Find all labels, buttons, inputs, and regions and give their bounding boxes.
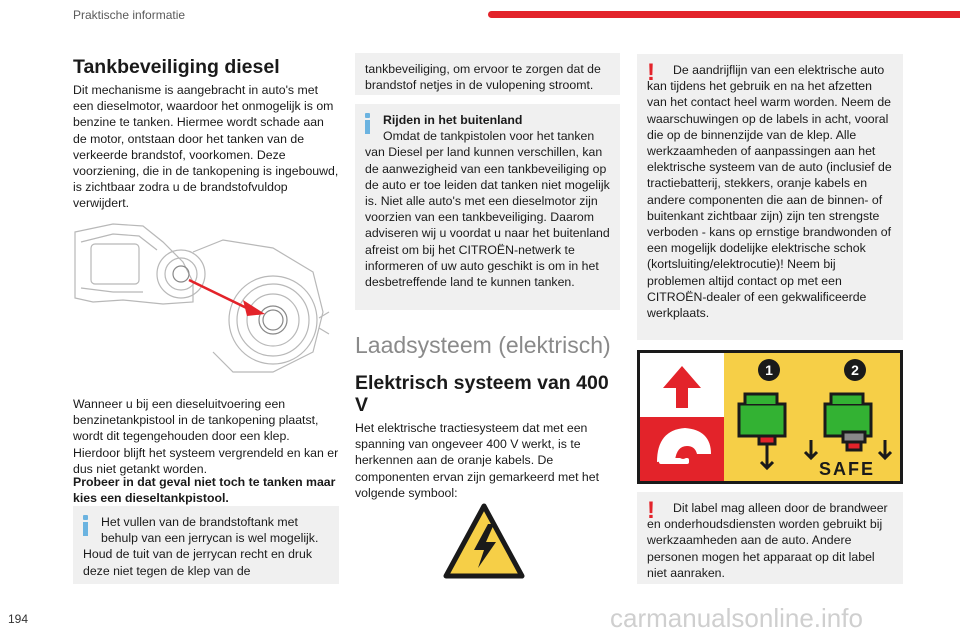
header-accent-bar bbox=[488, 11, 960, 18]
warning-exclamation-icon: ! bbox=[647, 497, 655, 524]
watermark: carmanualsonline.info bbox=[610, 603, 863, 633]
firefighter-safe-label bbox=[637, 350, 903, 484]
info-box-abroad-title: Rijden in het buitenland bbox=[383, 113, 523, 127]
body-paragraph: Wanneer u bij een dieseluitvoering een benzinetankpistool in de tankopening plaatst, wordt dit tegengehouden door een klep. Hierdoor blijft het systeem vergrendeld en kan er dus niet getankt worden. bbox=[73, 397, 339, 476]
warning-exclamation-icon: ! bbox=[647, 59, 655, 86]
high-voltage-warning-icon bbox=[442, 502, 526, 582]
label-badge-1: 1 bbox=[765, 362, 773, 378]
warning-box-high-voltage-text: De aandrijflijn van een elektrische auto kan tijdens het gebruik en na het afzetten van het contact heel warm worden. Neem de waarschuwingen op de labels in acht, vooral die op de binnenzijde van de klep. Alle werkzaamheden of aanpassingen aan het elektrische systeem van de auto (inclusief de tractiebatterij, stekkers, oranje kabels en andere componenten die aan de binnen- of buitenkant zichtbaar zijn) zijn ten strengste verboden - kans op ernstige brandwonden of een mogelijk dodelijke elektrische schok (kortsluiting/elektrocutie)! Neem bij problemen altijd contact op met een CITROËN-dealer of een gekwalificeerde werkplaats. bbox=[647, 63, 892, 321]
heading-diesel-misfuel: Tankbeveiliging diesel bbox=[73, 56, 280, 78]
info-box-continued bbox=[355, 53, 620, 95]
page-number: 194 bbox=[8, 612, 29, 626]
info-box-abroad-text: Omdat de tankpistolen voor het tanken van Diesel per land kunnen verschillen, kan de aanwezigheid van een tankbeveiliging op de auto er toe leiden dat tanken niet mogelijk is. Niet alle auto's met een dieselmotor zijn voorzien van een tankbeveiliging. Daarom adviseren wij u voordat u naar het buitenland afreist om bij het CITROËN-netwerk te informeren of uw auto geschikt is om in het desbetreffende land te kunnen tanken. bbox=[365, 129, 610, 290]
label-badge-2: 2 bbox=[851, 362, 859, 378]
info-box-jerrycan bbox=[73, 506, 339, 584]
info-box-jerrycan-line1: Het vullen van de brandstoftank met behulp van een jerrycan is wel mogelijk. bbox=[101, 515, 319, 546]
warning-box-high-voltage bbox=[637, 54, 903, 340]
continued-text: tankbeveiliging, om ervoor te zorgen dat de brandstof netjes in de vulopening stroomt. bbox=[365, 62, 601, 93]
fuel-filler-illustration bbox=[73, 222, 339, 382]
info-box-abroad bbox=[355, 104, 620, 310]
bold-advice: Probeer in dat geval niet toch te tanken maar kies een dieseltankpistool. bbox=[73, 475, 336, 506]
warning-box-label-use-text: Dit label mag alleen door de brandweer en onderhoudsdiensten worden gebruikt bij werkzaamheden aan de auto. Andere personen mogen het apparaat op dit label niet aanraken. bbox=[647, 501, 888, 580]
system-paragraph: Het elektrische tractiesysteem dat met een spanning van ongeveer 400 V werkt, is te herkennen aan de oranje kabels. De componenten ervan zijn gemarkeerd met het volgende symbool: bbox=[355, 421, 600, 500]
info-icon bbox=[81, 514, 91, 536]
section-header-title: Praktische informatie bbox=[73, 8, 186, 22]
info-icon bbox=[363, 112, 373, 134]
info-box-jerrycan-line2: Houd de tuit van de jerrycan recht en druk deze niet tegen de klep van de bbox=[83, 547, 312, 578]
label-safe-text: SAFE bbox=[818, 459, 876, 479]
warning-box-label-use bbox=[637, 492, 903, 584]
heading-400v-system: Elektrisch systeem van 400 V bbox=[355, 372, 609, 416]
heading-charging-system: Laadsysteem (elektrisch) bbox=[355, 332, 611, 358]
intro-paragraph: Dit mechanisme is aangebracht in auto's met een dieselmotor, waardoor het onmogelijk is om benzine te tanken. Hiermee wordt schade aan de motor, ontstaan door het tanken van de verkeerde brandstof, voorkomen. Deze voorziening, die in de tankopening is ingebouwd, is zichtbaar zodra u de brandstofvuldop verwijdert. bbox=[73, 83, 339, 211]
